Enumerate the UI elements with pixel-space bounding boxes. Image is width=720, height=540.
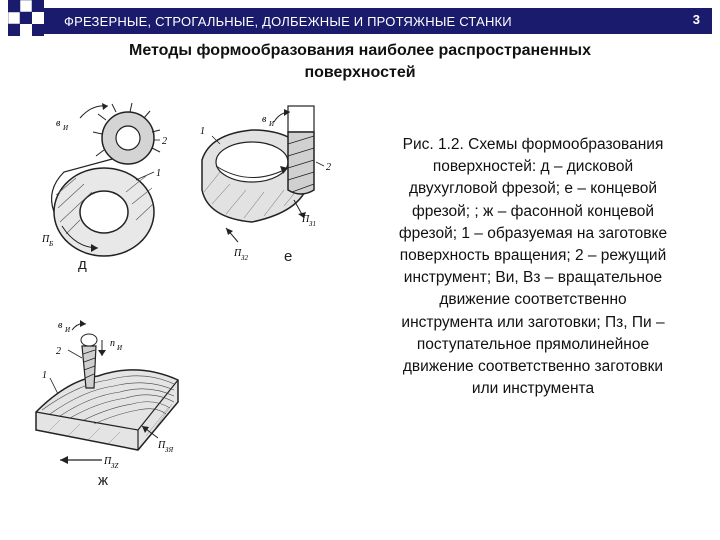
figure-e-callout-b-sub: И <box>269 120 275 128</box>
figure-zh-callout-p: п <box>110 338 115 349</box>
caption-line: или инструмента <box>471 380 595 398</box>
figure-caption <box>358 134 708 400</box>
figure-zh-callout-p-sub: И <box>117 344 123 352</box>
figure-e-callout-p2-sub: З2 <box>241 254 248 262</box>
header-bar <box>44 8 712 34</box>
figure-d-disk-cutter <box>36 100 176 270</box>
caption-line: инструмента или заготовки; Пз, Пи – <box>401 313 665 331</box>
figure-zh-callout-1: 1 <box>42 370 47 381</box>
caption-line: поверхность вращения; 2 – режущий <box>399 247 667 265</box>
caption-line: поступательное прямолинейное <box>416 335 650 353</box>
figure-e-callout-p1: П <box>302 214 310 225</box>
figure-zh-shaped-mill <box>28 310 208 480</box>
caption-line: инструмент; Ви, Вз – вращательное <box>403 269 663 287</box>
figure-zh-callout-p2-sub: ЗZ <box>111 462 119 470</box>
figure-e-callout-p1-sub: З1 <box>309 220 316 228</box>
figure-d-callout-1: 1 <box>156 168 161 179</box>
caption-line: движение соответственно <box>439 291 627 309</box>
figure-d-callout-b-sub: И <box>63 124 69 132</box>
figure-e-callout-p2: П <box>234 248 242 259</box>
figure-zh-callout-b-sub: И <box>65 326 71 334</box>
figure-zh-callout-p1: П <box>158 440 166 451</box>
figure-zh-label: ж <box>98 472 109 489</box>
caption-line: двухугловой фрезой; е – концевой <box>408 180 658 198</box>
figure-d-callout-p: П <box>42 234 50 245</box>
figure-zh-callout-p1-sub: ЗЯ <box>165 446 174 454</box>
figure-zh-callout-b: в <box>58 320 63 331</box>
caption-line: фрезой; ; ж – фасонной концевой <box>411 202 655 220</box>
figure-d-callout-b: в <box>56 118 61 129</box>
figure-d-callout-2: 2 <box>162 136 167 147</box>
figure-e-end-mill <box>190 100 350 270</box>
figure-d-callout-p-sub: Б <box>49 240 54 248</box>
header-title: ФРЕЗЕРНЫЕ, СТРОГАЛЬНЫЕ, ДОЛБЕЖНЫЕ И ПРОТЯЖНЫЕ СТАНКИ <box>64 14 512 29</box>
caption-line: движение соответственно заготовки <box>402 358 664 376</box>
figure-e-label: е <box>284 248 293 265</box>
caption-line: фрезой; 1 – образуемая на заготовке <box>398 224 668 242</box>
figure-zh-callout-2: 2 <box>56 346 61 357</box>
figure-zh-callout-p2: П <box>104 456 112 467</box>
slide-title <box>90 40 630 84</box>
figure-e-callout-2: 2 <box>326 162 331 173</box>
slide-title-line-1: Методы формообразования наиболее распространенных <box>129 42 591 59</box>
slide-title-line-2: поверхностей <box>304 64 416 81</box>
caption-line: поверхностей: д – дисковой <box>432 158 634 176</box>
figure-d-label: д <box>78 256 87 273</box>
figure-e-callout-1: 1 <box>200 126 205 137</box>
page-number: 3 <box>692 12 700 27</box>
figure-e-callout-b: в <box>262 114 267 125</box>
caption-line: Рис. 1.2. Схемы формообразования <box>402 136 664 153</box>
